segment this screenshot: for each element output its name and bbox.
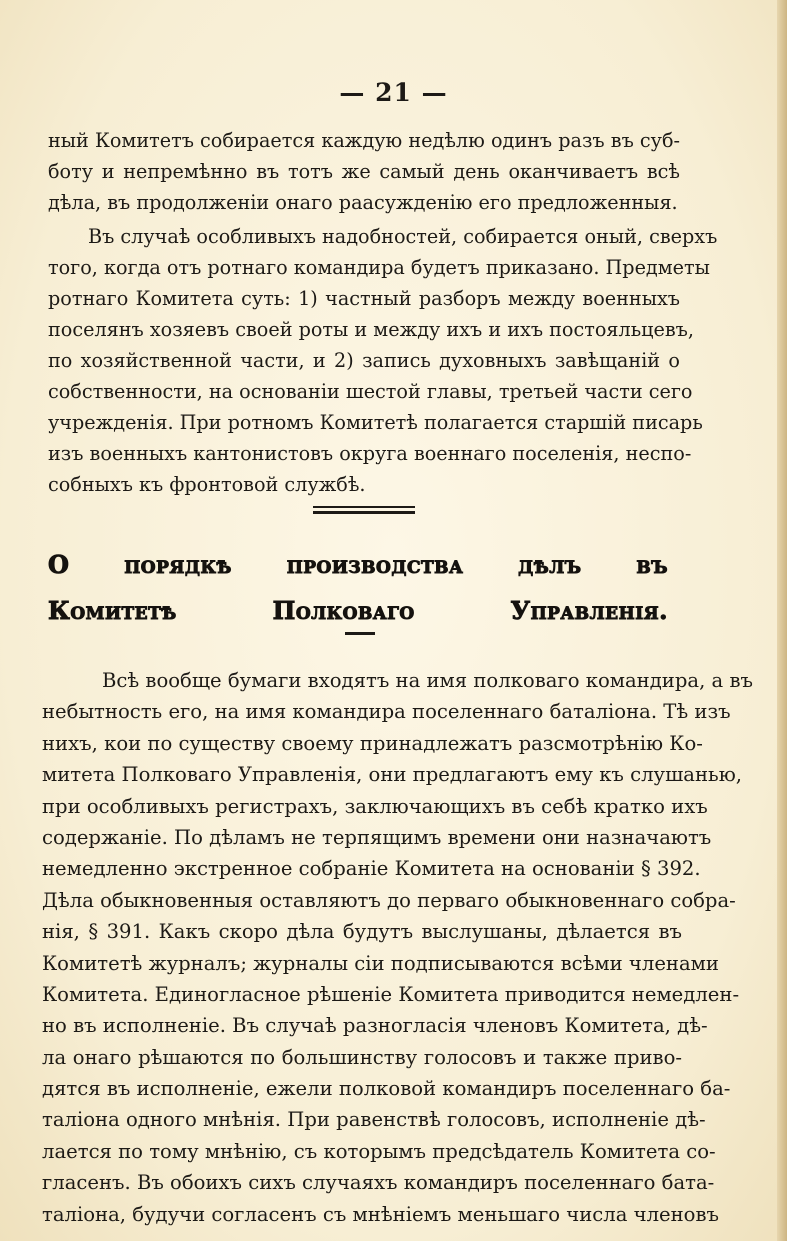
heading-underline-rule [345, 632, 375, 635]
heading-line: Комитетѣ Полковаго Управленія. [48, 596, 668, 625]
text-line: содержаніе. По дѣламъ не терпящимъ времени они назначаютъ [42, 825, 712, 849]
divider-rule-thick [313, 511, 415, 514]
text-line: ный Комитетъ собирается каждую недѣлю одинъ разъ въ суб- [48, 129, 680, 152]
text-line: ла онаго рѣшаются по большинству голосовъ и также приво- [42, 1045, 682, 1069]
text-line: лается по тому мнѣнію, съ которымъ предсѣдатель Комитета со- [42, 1139, 716, 1163]
text-line: при особливыхъ регистрахъ, заключающихъ въ себѣ кратко ихъ [42, 794, 708, 818]
text-line: таліона одного мнѣнія. При равенствѣ голосовъ, исполненіе дѣ- [42, 1108, 706, 1132]
text-line: Въ случаѣ особливыхъ надобностей, собирается оный, сверхъ [88, 225, 718, 248]
text-line: того, когда отъ ротнаго командира будетъ приказано. Предметы [48, 256, 710, 279]
text-line: митета Полковаго Управленія, они предлагаютъ ему къ слушанью, [42, 763, 742, 787]
text-line: нія, § 391. Какъ скоро дѣла будутъ выслушаны, дѣлается въ [42, 920, 682, 944]
text-line: изъ военныхъ кантонистовъ округа военнаго поселенія, неспо- [48, 442, 692, 465]
text-line: дятся въ исполненіе, ежели полковой командиръ поселеннаго ба- [42, 1077, 731, 1101]
text-line: Комитета. Единогласное рѣшеніе Комитета приводится немедлен- [42, 982, 740, 1006]
paragraph-continuation [48, 125, 680, 218]
text-line: но въ исполненіе. Въ случаѣ разногласія членовъ Комитета, дѣ- [42, 1014, 708, 1038]
text-line: боту и непремѣнно въ тотъ же самый день оканчиваетъ всѣ [48, 160, 680, 183]
text-line: Комитетѣ журналъ; журналы сіи подписываются всѣми членами [42, 951, 719, 975]
text-line: Дѣла обыкновенныя оставляютъ до перваго обыкновеннаго собра- [42, 888, 736, 912]
text-line: учрежденія. При ротномъ Комитетѣ полагается старшій писарь [48, 411, 703, 434]
divider-rule-thin [313, 506, 415, 508]
text-line: гласенъ. Въ обоихъ сихъ случаяхъ командиръ поселеннаго бата- [42, 1171, 715, 1195]
text-line: дѣла, въ продолженіи онаго раасужденію его предложенныя. [48, 191, 678, 214]
text-line: поселянъ хозяевъ своей роты и между ихъ и ихъ постояльцевъ, [48, 318, 694, 341]
section-divider [313, 506, 415, 514]
text-line: по хозяйственной части, и 2) запись духовныхъ завѣщаній о [48, 349, 680, 372]
text-line: собственности, на основаніи шестой главы, третьей части сего [48, 380, 693, 403]
text-line: ротнаго Комитета суть: 1) частный разборъ между военныхъ [48, 287, 680, 310]
text-line: немедленно экстренное собраніе Комитета на основаніи § 392. [42, 857, 701, 881]
text-line: Всѣ вообще бумаги входятъ на имя полковаго командира, а въ [102, 669, 753, 692]
paragraph-procedure [42, 665, 753, 1230]
text-line: собныхъ къ фронтовой службѣ. [48, 473, 366, 496]
paragraph-special-cases [48, 221, 718, 500]
section-heading [48, 542, 668, 634]
text-line: таліона, будучи согласенъ съ мнѣніемъ меньшаго числа членовъ [42, 1202, 719, 1226]
page-number: — 21 — [339, 78, 448, 107]
page-spine-edge [777, 0, 787, 1241]
text-line: небытность его, на имя командира поселеннаго баталіона. Тѣ изъ [42, 700, 731, 724]
heading-line: О порядкѣ производства дѣлъ въ [48, 550, 668, 579]
text-line: нихъ, кои по существу своему принадлежатъ разсмотрѣнію Ко- [42, 731, 703, 755]
